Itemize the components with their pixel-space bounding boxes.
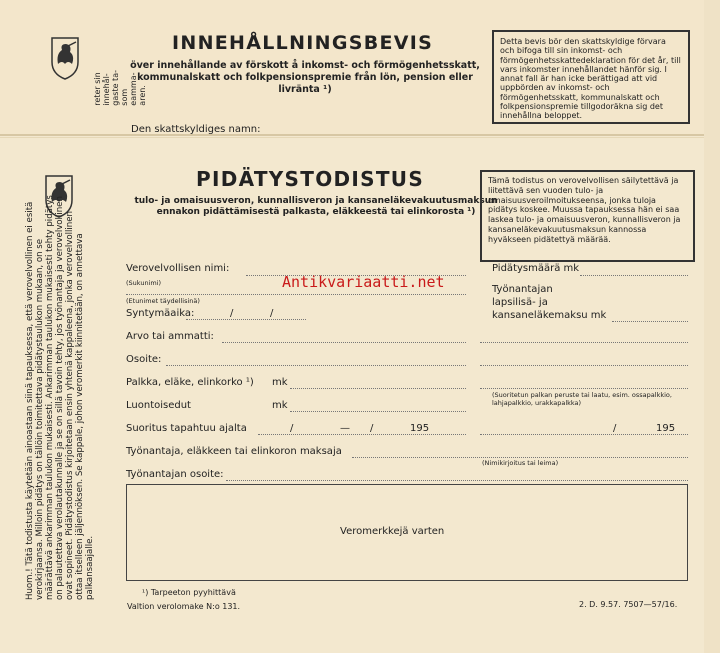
first-names-hint: (Etunimet täydellisinä) — [126, 297, 200, 305]
withholding-amount-label: Pidätysmäärä mk — [492, 263, 580, 274]
swedish-instruction-box: Detta bevis bör den skattskyldige förvara och bifoga till sin inkomst- och förmögenhetsskattedeklaration för det år, till vars inkomster innehållandet hänför sig. I annat fall är han icke berättigad att vid uppbörden av inkomst- och förmögenhetsskatt, kommunalskatt och folkpensionspremie tillgodoräkna sig det innehållna beloppet. — [492, 30, 690, 124]
birth-date-line[interactable] — [186, 319, 306, 320]
period-end-line[interactable] — [480, 434, 688, 435]
finnish-side-note: Huom.! Tätä todistusta käytetään ainoastaan siinä tapauksessa, että verovelvollinen ei esitä verokirjaansa. Milloin pidätys on tällöin toimitettava pidätystaulukon mukaan, on se määrättävä ankarimman taulukon mukaisesti. Ankarimman taulukon mukaisesti tehty pidätys on palautettava verolautakunnalle ja se on sillä tavoin tehty, jos työnantaja ja verovelvollinen ovat sopineet. Pidätystodistus kirjoitetaan ensin yhtenä kappaleena, jonka verovelvollinen ottaa itselleen jäljennöksen. Se kappale, johon veromerkit kiinnitetään, on annettava palkansaajalle. — [25, 195, 95, 600]
employer-address-label: Työnantajan osoite: — [126, 469, 224, 480]
salary-currency: mk — [272, 377, 288, 388]
watermark: Antikvariaatti.net — [282, 273, 445, 291]
benefits-line[interactable] — [290, 411, 466, 412]
payment-period-line[interactable] — [258, 434, 466, 435]
address-line[interactable] — [166, 365, 466, 366]
employer-fee-label-3: kansaneläkemaksu mk — [492, 310, 607, 321]
swedish-name-label: Den skattskyldiges namn: — [131, 124, 261, 135]
occupation-line[interactable] — [222, 342, 466, 343]
swedish-subtitle: över innehållande av förskott å inkomst- och förmögenhetsskatt, kommunalskatt och folkpensionspremie från lön, pension eller livränta ¹) — [130, 60, 480, 95]
swedish-title: INNEHÅLLNINGSBEVIS — [172, 32, 434, 54]
employer-address-line[interactable] — [226, 480, 688, 481]
occupation-label: Arvo tai ammatti: — [126, 331, 214, 342]
employer-line[interactable] — [352, 457, 688, 458]
employer-label: Työnantaja, eläkkeen tai elinkoron maksaja — [126, 446, 342, 457]
footnote: ¹) Tarpeeton pyyhittävä — [142, 588, 236, 597]
payment-basis-hint: (Suoritetun palkan peruste tai laatu, esim. ossapalkkio, lahjapalkkio, urakkapalkka) — [492, 391, 672, 407]
right-blank-line[interactable] — [480, 342, 688, 343]
payment-period-label: Suoritus tapahtuu ajalta — [126, 423, 247, 434]
date-separator: / — [230, 308, 234, 319]
address-label: Osoite: — [126, 354, 162, 365]
date-separator: / — [270, 308, 274, 319]
year-prefix: 195 — [656, 423, 676, 434]
payment-basis-line[interactable] — [480, 388, 688, 389]
print-code: 2. D. 9.57. 7507—57/16. — [579, 600, 678, 609]
swedish-side-note: reter sin innehål- gaste ta- som eamma- aren. — [93, 70, 147, 106]
employer-fee-line[interactable] — [612, 321, 688, 322]
salary-line[interactable] — [290, 388, 466, 389]
employer-fee-label-2: lapsilisä- ja — [492, 297, 548, 308]
taxpayer-name-label: Verovelvollisen nimi: — [126, 263, 230, 274]
period-dash: — — [340, 423, 350, 434]
form-number: Valtion verolomake N:o 131. — [127, 602, 241, 611]
date-separator: / — [613, 423, 617, 434]
separator-line — [0, 137, 720, 138]
lion-emblem-icon — [48, 34, 82, 80]
signature-hint: (Nimikirjoitus tai leima) — [482, 459, 559, 467]
finnish-subtitle: tulo- ja omaisuusveron, kunnallisveron ja kansaneläkevakuutusmaksun ennakon pidättämisestä palkasta, eläkkeestä tai elinkorosta ¹) — [134, 196, 498, 217]
date-separator: / — [290, 423, 294, 434]
first-names-line[interactable] — [126, 294, 466, 295]
date-separator: / — [370, 423, 374, 434]
tax-stamp-label: Veromerkkejä varten — [340, 526, 445, 537]
employer-fee-label-1: Työnantajan — [492, 284, 553, 295]
salary-label: Palkka, eläke, elinkorko ¹) — [126, 377, 254, 388]
withholding-amount-line[interactable] — [580, 275, 688, 276]
benefits-label: Luontoisedut — [126, 400, 191, 411]
fold-line — [0, 134, 720, 136]
surname-hint: (Sukunimi) — [126, 279, 162, 287]
benefits-currency: mk — [272, 400, 288, 411]
finnish-title: PIDÄTYSTODISTUS — [196, 167, 425, 191]
right-blank-line[interactable] — [480, 365, 688, 366]
finnish-instruction-box: Tämä todistus on verovelvollisen säilytettävä ja liitettävä sen vuoden tulo- ja omaisuusveroilmoitukseensa, jonka tuloja pidätys koskee. Muussa tapauksessa hän ei saa laskea tulo- ja omaisuusveron, kunnallisveron ja kansaneläkevakuutusmaksun kannossa hyväkseen pidätettyä määrää. — [480, 170, 695, 262]
year-prefix: 195 — [410, 423, 430, 434]
birth-date-label: Syntymäaika: — [126, 308, 195, 319]
paper-edge — [704, 0, 720, 653]
